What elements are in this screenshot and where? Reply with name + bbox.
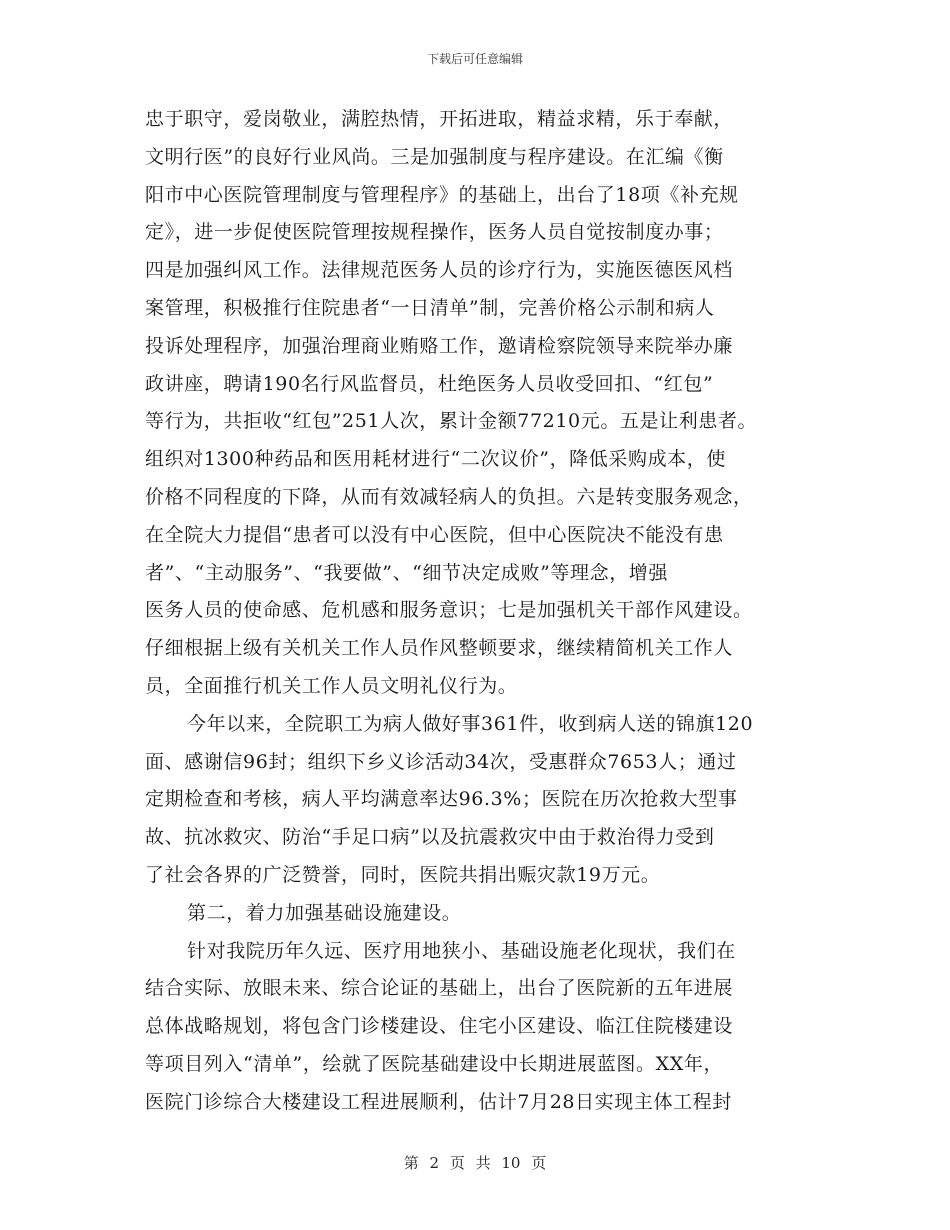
document-body: [145, 101, 825, 1122]
text-line: 定期检查和考核，病人平均满意率达96.3%；医院在历次抢救大型事: [145, 788, 738, 811]
section-heading: 第二，着力加强基础设施建设。: [187, 901, 462, 924]
text-line: 医务人员的使命感、危机感和服务意识；七是加强机关干部作风建设。: [145, 599, 753, 622]
text-line: 结合实际、放眼未来、综合论证的基础上，出台了医院新的五年进展: [145, 977, 734, 1000]
text-line: 了社会各界的广泛赞誉，同时，医院共捐出赈灾款19万元。: [145, 863, 661, 886]
text-line: 者”、“主动服务”、“我要做”、“细节决定成败”等理念，增强: [145, 561, 668, 584]
text-line: 价格不同程度的下降，从而有效减轻病人的负担。六是转变服务观念，: [145, 485, 753, 508]
text-line: 文明行医”的良好行业风尚。三是加强制度与程序建设。在汇编《衡: [145, 145, 724, 168]
text-line: 仔细根据上级有关机关工作人员作风整顿要求，继续精简机关工作人: [145, 637, 734, 660]
text-line: 医院门诊综合大楼建设工程进展顺利，估计7月28日实现主体工程封: [145, 1090, 732, 1113]
text-line: 忠于职守，爱岗敬业，满腔热情，开拓进取，精益求精，乐于奉献，: [145, 108, 734, 130]
page-number: 第 2 页 共 10 页: [403, 1154, 547, 1172]
text-line: 员，全面推行机关工作人员文明礼仪行为。: [145, 674, 518, 697]
page-header: 下载后可任意编辑: [426, 52, 523, 66]
text-line: 组织对1300种药品和医用耗材进行“二次议价”，降低采购成本，使: [145, 448, 726, 471]
paragraph-start-line: 针对我院历年久远、医疗用地狭小、基础设施老化现状，我们在: [187, 939, 736, 962]
text-line: 故、抗冰救灾、防治“手足口病”以及抗震救灾中由于救治得力受到: [145, 826, 715, 849]
paragraph-start-line: 今年以来，全院职工为病人做好事361件，收到病人送的锦旗120: [187, 712, 754, 735]
text-line: 等项目列入“清单”，绘就了医院基础建设中长期进展蓝图。XX年，: [145, 1052, 724, 1075]
text-line: 政讲座，聘请190名行风监督员，杜绝医务人员收受回扣、“红包”: [145, 372, 714, 395]
text-line: 等行为，共拒收“红包”251人次，累计金额77210元。五是让利患者。: [145, 410, 758, 433]
text-line: 总体战略规划，将包含门诊楼建设、住宅小区建设、临江住院楼建设: [145, 1015, 734, 1038]
text-line: 在全院大力提倡“患者可以没有中心医院，但中心医院决不能没有患: [145, 523, 724, 546]
text-line: 案管理，积极推行住院患者“一日清单”制，完善价格公示制和病人: [145, 296, 715, 319]
text-line: 定》，进一步促使医院管理按规程操作，医务人员自觉按制度办事；: [145, 221, 724, 244]
text-line: 投诉处理程序，加强治理商业贿赂工作，邀请检察院领导来院举办廉: [145, 334, 734, 357]
text-line: 四是加强纠风工作。法律规范医务人员的诊疗行为，实施医德医风档: [145, 259, 734, 282]
text-line: 面、感谢信96封；组织下乡义诊活动34次，受惠群众7653人；通过: [145, 750, 737, 773]
text-line: 阳市中心医院管理制度与管理程序》的基础上，出台了18项《补充规: [145, 183, 739, 206]
